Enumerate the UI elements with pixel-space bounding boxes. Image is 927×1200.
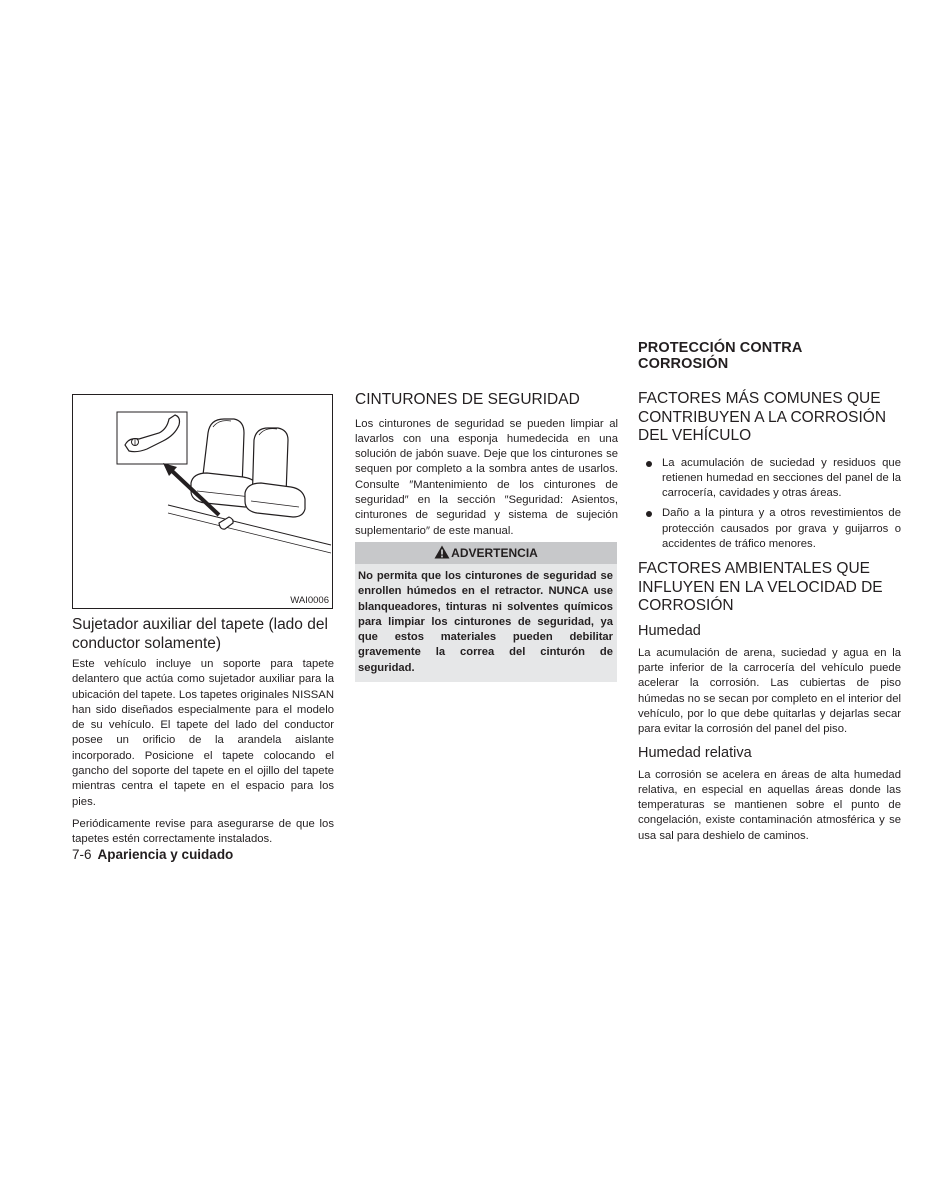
list-item-text: La acumulación de suciedad y residuos que retienen humedad en secciones del panel de la carrocería, cavidades y otras áreas. [662,456,901,500]
warning-triangle-icon [434,545,450,559]
warning-header [355,542,617,564]
section-heading: PROTECCIÓN CONTRA CORROSIÓN [638,340,802,372]
corrosion-factors-heading: FACTORES MÁS COMUNES QUE CONTRIBUYEN A LA CORROSIÓN DEL VEHÍCULO [638,390,887,444]
corrosion-factors-list [638,456,901,553]
seatbelts-paragraph: Los cinturones de seguridad se pueden limpiar al lavarlos con una esponja humedecida en una solución de jabón suave. Deje que los cinturones se sequen por completo a la sombra antes de usarlos. Consulte ″Mantenimiento de los cinturones de seguridad″ en la sección ″Seguridad: Asientos, cinturones de seguridad y sistema de sujeción suplementario″ de este manual. [355,417,618,537]
warning-title: ADVERTENCIA [451,546,538,560]
figure-caption [72,616,334,653]
page-number: 7-6 [72,847,92,862]
col3-body [638,390,901,844]
page-footer [72,847,233,862]
figure-code: WAI0006 [290,595,329,606]
list-item [638,456,901,502]
col1-paragraph-1: Este vehículo incluye un soporte para tapete delantero que actúa como sujetador auxiliar para la ubicación del tapete. Los tapetes originales NISSAN han sido diseñados especialmente para el modelo de su vehículo. El tapete del lado del conductor posee un orificio de la arandela aislante incorporado. Posicione el tapete colocando el gancho del soporte del tapete en el ojillo del tapete mientras centra el tapete en el espacio para los pies. [72,658,334,808]
humidity-subheading: Humedad [638,622,701,639]
list-item [638,506,901,552]
list-item-text: Daño a la pintura y a otros revestimientos de protección causados por grava y guijarros o accidentes de tráfico menores. [662,507,901,550]
figure-floor-mat-seat [72,394,333,609]
chapter-title: Apariencia y cuidado [97,847,234,862]
bullet-icon [646,511,652,517]
col2-body [355,391,618,539]
col1-body [72,657,334,848]
humidity-paragraph: La acumulación de arena, suciedad y agua en la parte inferior de la carrocería del vehículo puede acelerar la corrosión. Las cubiertas de piso húmedas no se secan por completo en el interior del vehículo, por lo que debe quitarlas y dejarlas secar para evitar la corrosión del panel del piso. [638,646,901,736]
warning-text: No permita que los cinturones de seguridad se enrollen húmedos en el retractor. NUNCA use blanqueadores, tinturas ni solventes químicos para limpiar los cinturones de seguridad, ya que estos materiales pueden debilitar gravemente la correa del cinturón de seguridad. [355,564,617,682]
col1-paragraph-2: Periódicamente revise para asegurarse de que los tapetes estén correctamente instalados. [72,817,334,846]
relative-humidity-subheading: Humedad relativa [638,744,752,761]
seatbelts-heading: CINTURONES DE SEGURIDAD [355,391,580,408]
caption-text: Sujetador auxiliar del tapete (lado del conductor solamente) [72,616,328,652]
environmental-factors-heading: FACTORES AMBIENTALES QUE INFLUYEN EN LA VELOCIDAD DE CORROSIÓN [638,560,883,615]
bullet-icon [646,461,652,467]
warning-box [355,542,617,682]
relative-humidity-paragraph: La corrosión se acelera en áreas de alta humedad relativa, en especial en aquellas áreas donde las temperaturas se mantienen sobre el punto de congelación, existe contaminación atmosférica y se usa sal para deshielo de caminos. [638,768,901,842]
seat-illustration [73,395,332,608]
